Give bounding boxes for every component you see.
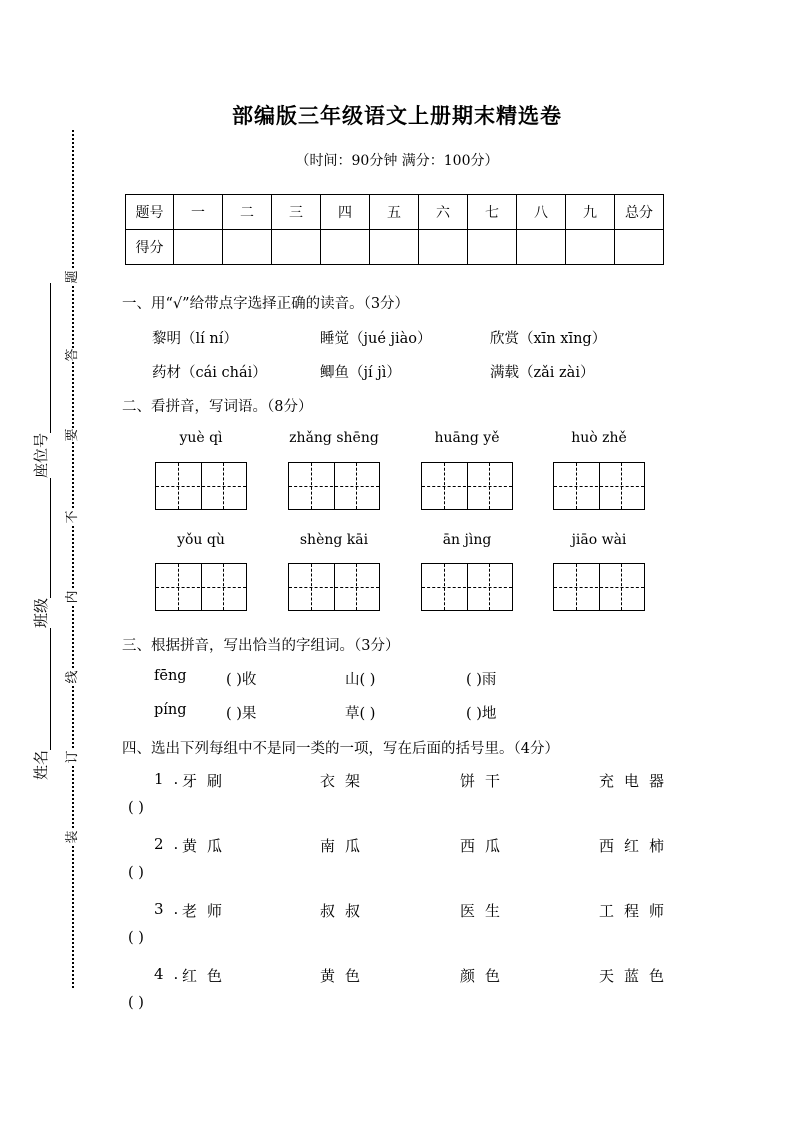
score-table-cell: 三 xyxy=(272,195,321,230)
score-input-cell[interactable] xyxy=(272,230,321,265)
page-title: 部编版三年级语文上册期末精选卷 xyxy=(232,103,562,128)
q4-answer-blank[interactable]: ( ) xyxy=(128,865,144,881)
q2-pinyin: ān jìng xyxy=(442,532,492,548)
q2-pinyin: yuè qì xyxy=(179,430,223,446)
margin-warning-char: 题 xyxy=(65,270,80,284)
q2-pinyin: yǒu qù xyxy=(177,532,225,548)
score-input-cell[interactable] xyxy=(517,230,566,265)
margin-warning-char: 线 xyxy=(65,670,80,684)
q1-item[interactable]: 鲫鱼（jí jì） xyxy=(320,365,401,381)
score-input-cell[interactable] xyxy=(615,230,664,265)
writing-grid[interactable] xyxy=(553,462,645,510)
q4-number: 1. xyxy=(154,770,189,788)
q3-pinyin: píng xyxy=(154,702,187,718)
q4-word: 衣架 xyxy=(320,772,371,790)
q4-word: 牙刷 xyxy=(182,772,233,790)
score-input-cell[interactable] xyxy=(223,230,272,265)
margin-warning-char: 内 xyxy=(65,590,80,604)
q4-number: 3. xyxy=(154,900,189,918)
q2-pinyin: shèng kāi xyxy=(299,532,369,548)
writing-grid[interactable] xyxy=(421,563,513,611)
q4-word: 饼干 xyxy=(460,772,511,790)
q3-blank[interactable]: ( )雨 xyxy=(466,672,497,688)
name-blank[interactable] xyxy=(36,628,51,750)
q4-word: 老师 xyxy=(182,902,233,920)
q4-word: 医生 xyxy=(460,902,511,920)
writing-grid[interactable] xyxy=(155,563,247,611)
q4-word: 工程师 xyxy=(599,902,675,920)
score-table-cell: 五 xyxy=(370,195,419,230)
q4-word: 西红柿 xyxy=(599,837,675,855)
q1-item[interactable]: 满载（zǎi zài） xyxy=(490,365,595,381)
score-input-cell[interactable] xyxy=(566,230,615,265)
margin-warning-char: 装 xyxy=(65,830,80,844)
writing-grid[interactable] xyxy=(553,563,645,611)
q4-word: 西瓜 xyxy=(460,837,511,855)
q1-item[interactable]: 睡觉（jué jiào） xyxy=(320,331,432,347)
score-input-cell[interactable] xyxy=(321,230,370,265)
score-row-label: 得分 xyxy=(126,230,174,265)
score-input-cell[interactable] xyxy=(174,230,223,265)
class-field[interactable] xyxy=(30,478,51,628)
binding-dotted-line xyxy=(72,130,74,988)
q1-item[interactable]: 黎明（lí ní） xyxy=(152,331,238,347)
score-table-cell: 九 xyxy=(566,195,615,230)
name-label: 姓名 xyxy=(32,749,50,780)
q3-blank[interactable]: ( )收 xyxy=(226,672,257,688)
score-table-cell: 一 xyxy=(174,195,223,230)
q2-pinyin: huò zhě xyxy=(571,430,627,446)
q4-word: 充电器 xyxy=(599,772,675,790)
question-3-heading: 三、根据拼音，写出恰当的字组词。（3分） xyxy=(122,638,400,654)
q3-blank[interactable]: ( )地 xyxy=(466,706,497,722)
question-1-heading: 一、用“√”给带点字选择正确的读音。（3分） xyxy=(122,296,410,312)
q4-answer-blank[interactable]: ( ) xyxy=(128,995,144,1011)
seat-number-label: 座位号 xyxy=(32,432,50,478)
q1-item[interactable]: 欣赏（xīn xīng） xyxy=(490,331,607,347)
writing-grid[interactable] xyxy=(288,462,380,510)
q3-blank[interactable]: ( )果 xyxy=(226,706,257,722)
class-label: 班级 xyxy=(32,597,50,628)
score-table-cell: 七 xyxy=(468,195,517,230)
q4-word: 黄色 xyxy=(320,967,371,985)
score-input-cell[interactable] xyxy=(370,230,419,265)
writing-grid[interactable] xyxy=(288,563,380,611)
name-field[interactable] xyxy=(30,628,51,780)
margin-warning-char: 不 xyxy=(65,510,80,524)
q4-word: 南瓜 xyxy=(320,837,371,855)
q4-word: 黄瓜 xyxy=(182,837,233,855)
score-input-cell[interactable] xyxy=(468,230,517,265)
q4-word: 叔叔 xyxy=(320,902,371,920)
margin-warning-char: 要 xyxy=(65,428,80,442)
q4-number: 2. xyxy=(154,835,189,853)
score-table-score-row xyxy=(126,230,664,265)
question-4-heading: 四、选出下列每组中不是同一类的一项，写在后面的括号里。（4分） xyxy=(122,741,559,757)
q2-pinyin: huāng yě xyxy=(434,430,500,446)
q3-pinyin: fēng xyxy=(154,668,187,684)
score-table-cell: 四 xyxy=(321,195,370,230)
q2-pinyin: zhǎng shēng xyxy=(289,430,379,446)
q3-blank[interactable]: 草( ) xyxy=(345,706,376,722)
score-table-cell: 总分 xyxy=(615,195,664,230)
q2-pinyin: jiāo wài xyxy=(571,532,627,548)
q3-blank[interactable]: 山( ) xyxy=(345,672,376,688)
q4-number: 4. xyxy=(154,965,189,983)
score-table-cell: 二 xyxy=(223,195,272,230)
q4-word: 天蓝色 xyxy=(599,967,675,985)
score-table-cell: 题号 xyxy=(126,195,174,230)
score-table xyxy=(125,194,664,265)
q1-item[interactable]: 药材（cái chái） xyxy=(152,365,267,381)
writing-grid[interactable] xyxy=(155,462,247,510)
question-2-heading: 二、看拼音，写词语。（8分） xyxy=(122,399,313,415)
class-blank[interactable] xyxy=(36,478,51,598)
seat-number-field[interactable] xyxy=(30,283,51,478)
margin-warning-char: 答 xyxy=(65,348,80,362)
margin-warning-char: 订 xyxy=(65,750,80,764)
q4-answer-blank[interactable]: ( ) xyxy=(128,930,144,946)
writing-grid[interactable] xyxy=(421,462,513,510)
score-input-cell[interactable] xyxy=(419,230,468,265)
exam-info: （时间：90分钟 满分：100分） xyxy=(295,153,499,169)
q4-answer-blank[interactable]: ( ) xyxy=(128,800,144,816)
score-table-cell: 六 xyxy=(419,195,468,230)
seat-number-blank[interactable] xyxy=(36,283,51,433)
score-table-header-row xyxy=(126,195,664,230)
score-table-cell: 八 xyxy=(517,195,566,230)
q4-word: 颜色 xyxy=(460,967,511,985)
q4-word: 红色 xyxy=(182,967,233,985)
